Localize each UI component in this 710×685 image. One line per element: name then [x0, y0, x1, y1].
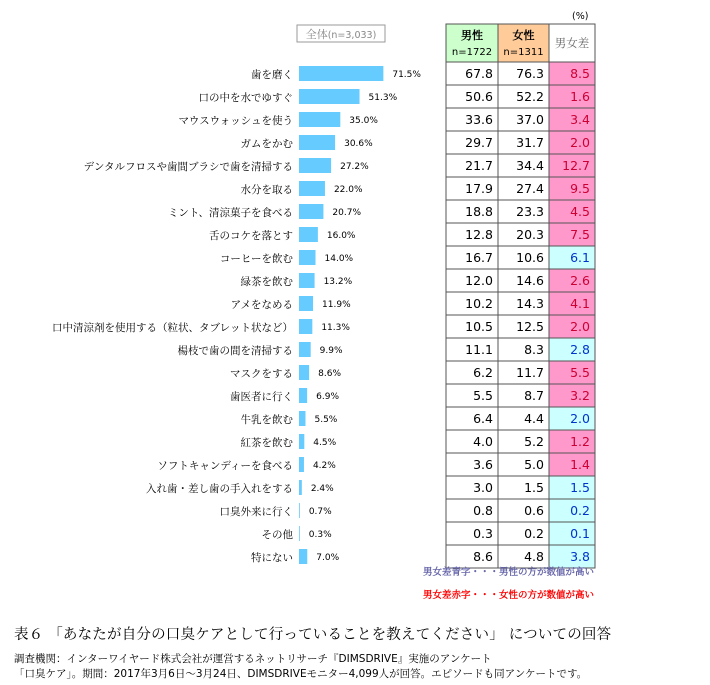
male-value: 8.6 [473, 549, 493, 564]
unit-label: (%) [572, 11, 589, 22]
category-label: 口中清涼剤を使用する（粒状、タブレット状など） [52, 322, 293, 334]
male-value: 3.0 [473, 480, 493, 495]
total-value-label: 0.7% [308, 507, 332, 517]
male-value: 18.8 [465, 204, 493, 219]
total-bar [299, 204, 323, 219]
total-value-label: 51.3% [368, 93, 398, 103]
category-label: デンタルフロスや歯間ブラシで歯を清掃する [83, 161, 293, 173]
diff-value: 1.4 [570, 457, 590, 472]
total-value-label: 4.2% [312, 461, 336, 471]
diff-value: 2.8 [570, 342, 590, 357]
female-value: 14.3 [516, 296, 544, 311]
total-value-label: 16.0% [326, 231, 356, 241]
category-label: マスクをする [230, 368, 293, 380]
female-value: 27.4 [516, 181, 544, 196]
male-header-n: n=1722 [451, 47, 493, 58]
category-label: 歯を磨く [251, 69, 293, 81]
diff-value: 2.0 [570, 135, 590, 150]
male-value: 11.1 [465, 342, 493, 357]
diff-value: 1.2 [570, 434, 590, 449]
survey-info-line-2: 「口臭ケア」。期間：2017年3月6日～3月24日、DIMSDRIVEモニター4,099人が回答。エピソードも同アンケートです。 [14, 668, 588, 680]
category-label: 入れ歯・差し歯の手入れをする [146, 483, 293, 495]
diff-value: 2.0 [570, 411, 590, 426]
category-label: 紅茶を飲む [240, 437, 293, 449]
category-label: 口臭外来に行く [219, 506, 293, 518]
total-bar [299, 411, 305, 426]
total-value-label: 13.2% [323, 277, 353, 287]
total-value-label: 7.0% [316, 553, 340, 563]
diff-value: 1.6 [570, 89, 590, 104]
male-value: 5.5 [473, 388, 493, 403]
male-value: 12.0 [465, 273, 493, 288]
note-blue: 男女差青字・・・男性の方が数値が高い [422, 567, 594, 578]
category-label: コーヒーを飲む [219, 253, 293, 265]
male-header-label: 男性 [461, 29, 483, 42]
category-label: 舌のコケを落とす [209, 230, 293, 242]
male-value: 21.7 [465, 158, 493, 173]
total-bar [299, 66, 383, 81]
category-label: 歯医者に行く [230, 391, 293, 403]
female-value: 8.3 [524, 342, 544, 357]
diff-value: 0.2 [570, 503, 590, 518]
total-bar [299, 319, 312, 334]
total-header-label: 全体(n=3,033) [305, 28, 377, 41]
category-label: ミント、清涼菓子を食べる [167, 207, 293, 219]
female-value: 8.7 [524, 388, 544, 403]
total-value-label: 9.9% [319, 346, 343, 356]
total-bar [299, 181, 325, 196]
category-label: ガムをかむ [240, 138, 293, 150]
total-bar [299, 388, 307, 403]
total-bar [299, 503, 300, 518]
table-title: 表６ 「あなたが自分の口臭ケアとして行っていることを教えてください」 についての回答 [14, 627, 612, 643]
total-bar [299, 158, 331, 173]
total-bar [299, 457, 304, 472]
total-bar [299, 89, 360, 104]
total-value-label: 27.2% [340, 162, 369, 172]
female-value: 0.6 [524, 503, 544, 518]
diff-value: 1.5 [570, 480, 590, 495]
male-value: 16.7 [465, 250, 493, 265]
male-value: 50.6 [465, 89, 493, 104]
male-value: 33.6 [465, 112, 493, 127]
female-value: 76.3 [516, 66, 544, 81]
total-bar [299, 365, 309, 380]
total-bar [299, 250, 316, 265]
male-value: 6.2 [473, 365, 493, 380]
total-value-label: 5.5% [314, 415, 338, 425]
total-value-label: 6.9% [316, 392, 340, 402]
category-label: 口の中を水でゆすぐ [198, 92, 293, 104]
diff-value: 7.5 [570, 227, 590, 242]
total-value-label: 22.0% [333, 185, 363, 195]
total-bar [299, 273, 315, 288]
diff-value: 2.6 [570, 273, 590, 288]
female-value: 34.4 [516, 158, 544, 173]
total-value-label: 11.3% [321, 323, 350, 333]
female-value: 5.0 [524, 457, 544, 472]
male-value: 0.3 [473, 526, 493, 541]
total-value-label: 71.5% [392, 70, 421, 80]
diff-value: 6.1 [570, 250, 590, 265]
total-value-label: 35.0% [349, 116, 378, 126]
total-bar [299, 112, 340, 127]
diff-value: 3.4 [570, 112, 590, 127]
male-value: 4.0 [473, 434, 493, 449]
total-value-label: 30.6% [344, 139, 373, 149]
total-bar [299, 434, 304, 449]
male-value: 10.2 [465, 296, 493, 311]
note-red: 男女差赤字・・・女性の方が数値が高い [422, 590, 594, 601]
rows [52, 62, 595, 568]
total-value-label: 11.9% [322, 300, 351, 310]
female-value: 12.5 [516, 319, 544, 334]
female-value: 23.3 [516, 204, 544, 219]
diff-header-label: 男女差 [554, 36, 590, 50]
diff-value: 0.1 [570, 526, 590, 541]
male-value: 17.9 [465, 181, 493, 196]
female-header-n: n=1311 [503, 47, 544, 58]
category-label: アメをなめる [230, 299, 293, 311]
male-value: 67.8 [465, 66, 493, 81]
female-value: 1.5 [524, 480, 544, 495]
female-value: 0.2 [524, 526, 544, 541]
female-header-label: 女性 [512, 29, 535, 42]
total-value-label: 20.7% [332, 208, 362, 218]
category-label: 緑茶を飲む [240, 276, 293, 288]
total-value-label: 2.4% [310, 484, 334, 494]
male-value: 12.8 [465, 227, 493, 242]
diff-value: 4.1 [570, 296, 590, 311]
female-value: 14.6 [516, 273, 544, 288]
diff-value: 9.5 [570, 181, 590, 196]
female-value: 52.2 [516, 89, 544, 104]
total-bar [299, 342, 311, 357]
total-bar [299, 549, 307, 564]
diff-value: 8.5 [570, 66, 590, 81]
total-bar [299, 480, 302, 495]
total-bar [299, 135, 335, 150]
category-label: 特にない [251, 552, 293, 564]
diff-value: 3.2 [570, 388, 590, 403]
category-label: 水分を取る [240, 184, 293, 196]
female-value: 4.8 [524, 549, 544, 564]
total-value-label: 14.0% [324, 254, 354, 264]
category-label: 楊枝で歯の間を清掃する [177, 345, 293, 357]
diff-value: 4.5 [570, 204, 590, 219]
total-bar [299, 227, 318, 242]
diff-value: 2.0 [570, 319, 590, 334]
survey-info-line-1: 調査機関：インターワイヤード株式会社が運営するネットリサーチ『DIMSDRIVE』実施のアンケート [14, 653, 492, 665]
male-value: 3.6 [473, 457, 493, 472]
diff-value: 5.5 [570, 365, 590, 380]
female-value: 37.0 [516, 112, 544, 127]
total-value-label: 4.5% [313, 438, 337, 448]
diff-value: 12.7 [562, 158, 590, 173]
male-value: 0.8 [473, 503, 493, 518]
category-label: その他 [261, 529, 293, 541]
female-value: 31.7 [516, 135, 544, 150]
total-value-label: 0.3% [308, 530, 332, 540]
male-value: 10.5 [465, 319, 493, 334]
female-value: 11.7 [516, 365, 544, 380]
total-bar [299, 296, 313, 311]
category-label: 牛乳を飲む [240, 414, 293, 426]
male-value: 6.4 [473, 411, 493, 426]
total-bar [299, 526, 300, 541]
female-value: 5.2 [524, 434, 544, 449]
diff-value: 3.8 [570, 549, 590, 564]
female-value: 4.4 [524, 411, 544, 426]
female-value: 20.3 [516, 227, 544, 242]
total-value-label: 8.6% [318, 369, 342, 379]
female-value: 10.6 [516, 250, 544, 265]
male-value: 29.7 [465, 135, 493, 150]
category-label: マウスウォッシュを使う [178, 115, 293, 127]
category-label: ソフトキャンディーを食べる [157, 460, 293, 472]
